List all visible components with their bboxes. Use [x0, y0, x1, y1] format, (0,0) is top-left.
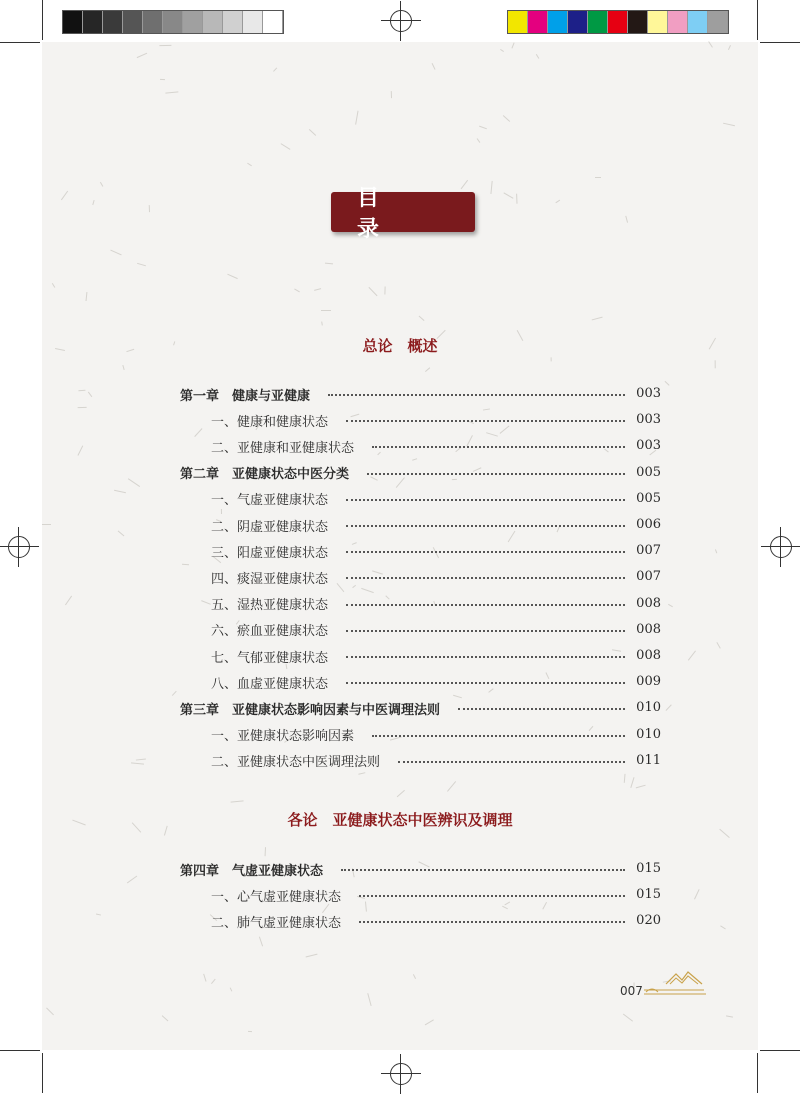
toc-entry-page: 015 [636, 887, 661, 903]
toc-subentry [211, 645, 661, 667]
toc-subentry [211, 409, 661, 431]
paper-fiber [714, 360, 715, 368]
toc-entry-label: 八、血虚亚健康状态 [211, 676, 329, 692]
toc-entry-label: 第一章 健康与亚健康 [180, 388, 311, 404]
paper-fiber [715, 550, 717, 554]
toc-subentry [211, 619, 661, 641]
paper-fiber [171, 691, 176, 696]
paper-fiber [42, 524, 51, 525]
section-heading-general: 总论 概述 [362, 337, 438, 355]
toc-leader-dots [359, 895, 625, 897]
toc-subentry [211, 514, 661, 536]
calibration-swatch [588, 11, 608, 33]
paper-fiber [136, 52, 147, 58]
paper-fiber [726, 1015, 733, 1017]
toc-entry-label: 七、气郁亚健康状态 [211, 650, 329, 666]
toc-leader-dots [346, 499, 625, 501]
toc-leader-dots [346, 420, 625, 422]
crop-mark [42, 0, 43, 40]
toc-entry-label: 一、心气虚亚健康状态 [211, 889, 342, 905]
paper-fiber [502, 906, 508, 910]
toc-entry-page: 011 [636, 752, 661, 768]
paper-fiber [281, 143, 291, 150]
paper-fiber [625, 215, 628, 222]
toc-chapter-entry [180, 697, 661, 719]
calibration-swatch [628, 11, 648, 33]
paper-fiber [93, 200, 95, 205]
crop-mark [0, 1050, 40, 1051]
paper-fiber [723, 123, 735, 127]
paper-fiber [264, 847, 265, 856]
paper-fiber [159, 45, 171, 46]
toc-leader-dots [346, 656, 625, 658]
toc-chapter-entry [180, 462, 661, 484]
toc-entry-label: 第四章 气虚亚健康状态 [180, 863, 324, 879]
paper-fiber [247, 163, 252, 167]
paper-fiber [369, 287, 378, 296]
calibration-swatch [103, 11, 123, 33]
toc-entry-label: 五、湿热亚健康状态 [211, 598, 329, 614]
toc-entry-page: 007 [636, 569, 661, 585]
toc-entry-label: 二、肺气虚亚健康状态 [211, 915, 342, 931]
paper-fiber [85, 292, 87, 301]
crop-mark [0, 42, 40, 43]
paper-fiber [720, 925, 726, 929]
paper-fiber [668, 604, 673, 607]
paper-fiber [52, 283, 56, 288]
calibration-swatch [183, 11, 203, 33]
toc-subentry [211, 566, 661, 588]
calibration-swatch [608, 11, 628, 33]
toc-entry-label: 三、阳虚亚健康状态 [211, 545, 329, 561]
toc-entry-label: 二、阴虚亚健康状态 [211, 519, 329, 535]
paper-fiber [424, 1019, 433, 1025]
toc-subentry [211, 488, 661, 510]
paper-fiber [162, 1015, 169, 1021]
paper-fiber [309, 129, 316, 136]
paper-fiber [126, 875, 136, 883]
toc-subentry [211, 671, 661, 693]
paper-fiber [110, 250, 121, 256]
toc-leader-dots [367, 473, 625, 475]
toc-subentry [211, 884, 661, 906]
paper-fiber [78, 407, 87, 408]
paper-fiber [694, 889, 700, 900]
paper-fiber [65, 596, 72, 606]
crop-mark [42, 1053, 43, 1093]
toc-subentry [211, 750, 661, 772]
registration-mark-icon [770, 536, 792, 558]
paper-fiber [358, 773, 365, 776]
paper-fiber [413, 974, 416, 979]
toc-subentry [211, 540, 661, 562]
paper-fiber [122, 365, 124, 370]
paper-fiber [728, 45, 731, 50]
paper-fiber [46, 1007, 54, 1015]
paper-fiber [194, 428, 202, 437]
paper-fiber [78, 446, 84, 456]
page-number: 007 [620, 984, 643, 998]
paper-fiber [294, 289, 300, 293]
calibration-swatch [123, 11, 143, 33]
section-heading-specific: 各论 亚健康状态中医辨识及调理 [287, 811, 513, 829]
toc-leader-dots [346, 551, 625, 553]
calibration-swatch [83, 11, 103, 33]
paper-fiber [476, 139, 480, 144]
calibration-swatch [508, 11, 528, 33]
crop-mark [760, 1050, 800, 1051]
calibration-swatch [163, 11, 183, 33]
paper-fiber [717, 642, 721, 649]
crop-mark [760, 42, 800, 43]
paper-fiber [391, 91, 392, 98]
toc-entry-page: 006 [636, 517, 661, 532]
calibration-swatch [263, 11, 283, 33]
toc-entry-page: 009 [636, 674, 661, 690]
paper-fiber [137, 262, 145, 265]
toc-subentry [211, 593, 661, 615]
paper-fiber [623, 1013, 633, 1021]
paper-fiber [306, 954, 317, 958]
paper-fiber [595, 177, 601, 178]
calibration-swatch [648, 11, 668, 33]
toc-entry-label: 第二章 亚健康状态中医分类 [180, 467, 350, 483]
paper-fiber [432, 63, 436, 70]
paper-fiber [500, 49, 504, 52]
paper-fiber [61, 191, 68, 201]
paper-fiber [447, 781, 456, 792]
paper-fiber [664, 381, 669, 386]
toc-entry-page: 008 [636, 621, 661, 637]
paper-fiber [636, 784, 646, 788]
paper-fiber [322, 321, 324, 325]
toc-entry-page: 003 [636, 386, 661, 401]
calibration-swatch [548, 11, 568, 33]
paper-fiber [201, 600, 211, 605]
calibration-swatch [143, 11, 163, 33]
toc-leader-dots [398, 761, 625, 763]
paper-fiber [118, 531, 125, 537]
paper-fiber [274, 68, 278, 72]
paper-fiber [624, 774, 626, 783]
toc-leader-dots [372, 735, 625, 737]
paper-fiber [516, 194, 517, 204]
calibration-swatch [708, 11, 728, 33]
toc-leader-dots [328, 394, 625, 396]
paper-fiber [149, 205, 150, 212]
toc-entry-label: 六、瘀血亚健康状态 [211, 624, 329, 640]
paper-fiber [78, 390, 86, 392]
toc-leader-dots [372, 446, 625, 448]
toc-leader-dots [346, 630, 625, 632]
paper-fiber [229, 987, 232, 991]
calibration-swatch [568, 11, 588, 33]
paper-fiber [231, 800, 244, 802]
paper-fiber [248, 1030, 252, 1031]
paper-fiber [418, 316, 424, 322]
toc-entry-page: 008 [636, 595, 661, 611]
calibration-swatch [668, 11, 688, 33]
toc-chapter-entry [180, 383, 661, 405]
toc-subentry [211, 435, 661, 457]
paper-fiber [503, 115, 510, 122]
calibration-swatch [243, 11, 263, 33]
toc-subentry [211, 910, 661, 932]
paper-fiber [367, 994, 371, 1007]
toc-entry-page: 010 [636, 700, 661, 716]
toc-entry-label: 二、亚健康和亚健康状态 [211, 440, 355, 456]
paper-fiber [592, 317, 603, 321]
paper-fiber [88, 392, 93, 398]
toc-leader-dots [346, 577, 625, 579]
registration-mark-icon [390, 10, 412, 32]
paper-fiber [321, 310, 331, 311]
grayscale-calibration-bar [62, 10, 284, 34]
toc-leader-dots [346, 682, 625, 684]
registration-mark-icon [390, 1063, 412, 1085]
paper-fiber [551, 357, 552, 361]
toc-leader-dots [359, 921, 625, 923]
paper-fiber [490, 181, 492, 194]
paper-fiber [114, 490, 126, 493]
toc-entry-page: 015 [636, 861, 661, 876]
paper-fiber [131, 763, 144, 765]
paper-fiber [96, 914, 101, 916]
paper-fiber [182, 564, 189, 565]
paper-fiber [425, 367, 430, 371]
toc-entry-label: 四、痰湿亚健康状态 [211, 571, 329, 587]
paper-fiber [708, 41, 713, 48]
toc-entry-label: 第三章 亚健康状态影响因素与中医调理法则 [180, 702, 441, 718]
toc-entry-page: 003 [636, 412, 661, 428]
toc-entry-page: 005 [636, 490, 661, 506]
paper-fiber [325, 263, 333, 265]
paper-fiber [165, 91, 178, 93]
toc-entry-page: 005 [636, 464, 661, 480]
toc-entry-page: 007 [636, 543, 661, 559]
toc-entry-page: 010 [636, 726, 661, 742]
color-calibration-bar [507, 10, 729, 34]
paper-fiber [396, 790, 404, 797]
paper-fiber [536, 54, 540, 59]
calibration-swatch [528, 11, 548, 33]
calibration-swatch [63, 11, 83, 33]
toc-leader-dots [346, 525, 625, 527]
paper-fiber [504, 192, 514, 198]
calibration-swatch [688, 11, 708, 33]
paper-fiber [259, 936, 263, 946]
paper-fiber [227, 274, 238, 280]
paper-fiber [127, 478, 139, 486]
toc-entry-label: 二、亚健康状态中医调理法则 [211, 755, 381, 771]
paper-fiber [385, 287, 386, 295]
calibration-swatch [203, 11, 223, 33]
toc-entry-page: 020 [636, 913, 661, 929]
crop-mark [757, 0, 758, 40]
mountain-ornament-icon [644, 968, 708, 1002]
toc-title: 目 录 [331, 192, 475, 232]
paper-fiber [666, 705, 672, 711]
toc-subentry [211, 724, 661, 746]
paper-fiber [211, 979, 216, 985]
paper-fiber [688, 651, 696, 661]
paper-fiber [100, 182, 104, 187]
paper-fiber [512, 42, 515, 48]
paper-fiber [355, 110, 358, 124]
calibration-swatch [223, 11, 243, 33]
paper-fiber [314, 288, 321, 291]
paper-fiber [136, 758, 146, 760]
toc-leader-dots [341, 869, 625, 871]
paper-fiber [203, 974, 206, 982]
paper-fiber [479, 126, 487, 130]
toc-entry-label: 一、气虚亚健康状态 [211, 493, 329, 509]
paper-fiber [630, 777, 634, 788]
toc-leader-dots [346, 604, 625, 606]
toc-entry-label: 一、健康和健康状态 [211, 414, 329, 430]
toc-entry-label: 一、亚健康状态影响因素 [211, 729, 355, 745]
toc-leader-dots [458, 708, 625, 710]
paper-fiber [555, 199, 560, 203]
registration-mark-icon [8, 536, 30, 558]
toc-entry-page: 003 [636, 438, 661, 454]
paper-fiber [160, 79, 165, 80]
toc-entry-page: 008 [636, 648, 661, 663]
crop-mark [757, 1053, 758, 1093]
toc-chapter-entry [180, 858, 661, 880]
